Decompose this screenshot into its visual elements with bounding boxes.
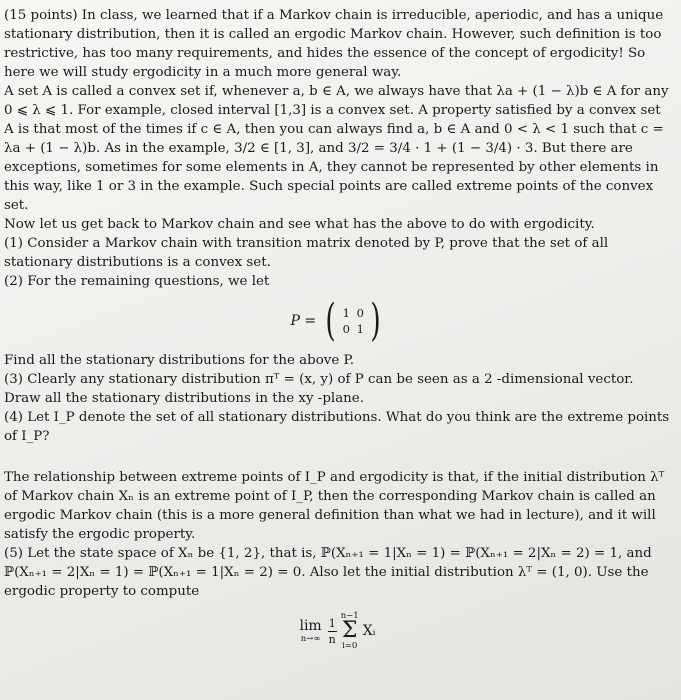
question-1: (1) Consider a Markov chain with transition matrix denoted by P, prove that the set of all stationary distributions is a convex set. [4,236,609,270]
limit-operator [299,618,321,644]
fraction-bar [328,631,337,632]
ergodic-limit-formula [4,601,671,661]
lim-text: lim [299,618,322,634]
sigma-symbol: Σ [341,618,358,643]
matrix-cell: 0 [342,322,350,336]
question-2-lead: (2) For the remaining questions, we let [4,274,270,289]
left-paren: ( [325,295,336,346]
sum-upper: n−1 [340,611,359,621]
transition-matrix [4,291,671,351]
question-2-task: Find all the stationary distributions for the above P. [4,353,355,368]
matrix-cell: 1 [342,306,350,320]
transition-paragraph: Now let us get back to Markov chain and see what has the above to do with ergodicity. [4,217,595,232]
question-4: (4) Let I_P denote the set of all stationary distributions. What do you think are the extreme points of I_P? [4,410,670,444]
lim-subscript: n→∞ [300,634,321,644]
matrix-cell: 1 [356,322,364,336]
fraction-numerator: 1 [328,616,336,630]
fraction-denominator: n [328,632,336,646]
right-paren: ) [370,295,382,346]
intro-paragraph: (15 points) In class, we learned that if a Markov chain is irreducible, aperiodic, and has a unique stationary distribution, then it is called an ergodic Markov chain. However, such definition is too restrictive, has too many requirements, and hides the essence of the concept of ergodicity! So here we will study ergodicity in a much more general way. [4,8,664,80]
matrix-cell: 0 [356,306,364,320]
convex-set-paragraph: A set A is called a convex set if, whenever a, b ∈ A, we always have that λa + (1 − λ)b ∈ A for any 0 ⩽ λ ⩽ 1. For example, closed interval [1,3] is a convex set. A property satisfied by a convex set A is that most of the times if c ∈ A, then you can always find a, b ∈ A and 0 < λ < 1 such that c = λa + (1 − λ)b. As in the example, 3/2 ∈ [1, 3], and 3/2 = 3/4 · 1 + (1 − 3/4) · 3. But there are exceptions, sometimes for some elements in A, they cannot be represented by other elements in this way, like 1 or 3 in the example. Such special points are called extreme points of the convex set. [4,84,669,213]
sum-term: Xᵢ [362,623,376,639]
ergodicity-paragraph: The relationship between extreme points of I_P and ergodicity is that, if the initial distribution λᵀ of Markov chain Xₙ is an extreme point of I_P, then the corresponding Markov chain is called an ergodic Markov chain (this is a more general definition than what we had in lecture), and it will satisfy the ergodic property. [4,470,665,542]
section-gap [4,446,671,468]
sum-lower: i=0 [342,641,358,651]
matrix-grid [339,306,367,336]
summation [341,611,359,651]
matrix-label: P = [290,313,317,329]
question-3: (3) Clearly any stationary distribution πᵀ = (x, y) of P can be seen as a 2 -dimensional vector. Draw all the stationary distributions in the xy -plane. [4,372,634,406]
question-5: (5) Let the state space of Xₙ be {1, 2}, that is, ℙ(Xₙ₊₁ = 1|Xₙ = 1) = ℙ(Xₙ₊₁ = 2|Xₙ = 2) = 1, and ℙ(Xₙ₊₁ = 2|Xₙ = 1) = ℙ(Xₙ₊₁ = 1|Xₙ = 2) = 0. Also let the initial distribution λᵀ = (1, 0). Use the ergodic property to compute [4,546,652,599]
fraction [328,617,337,646]
